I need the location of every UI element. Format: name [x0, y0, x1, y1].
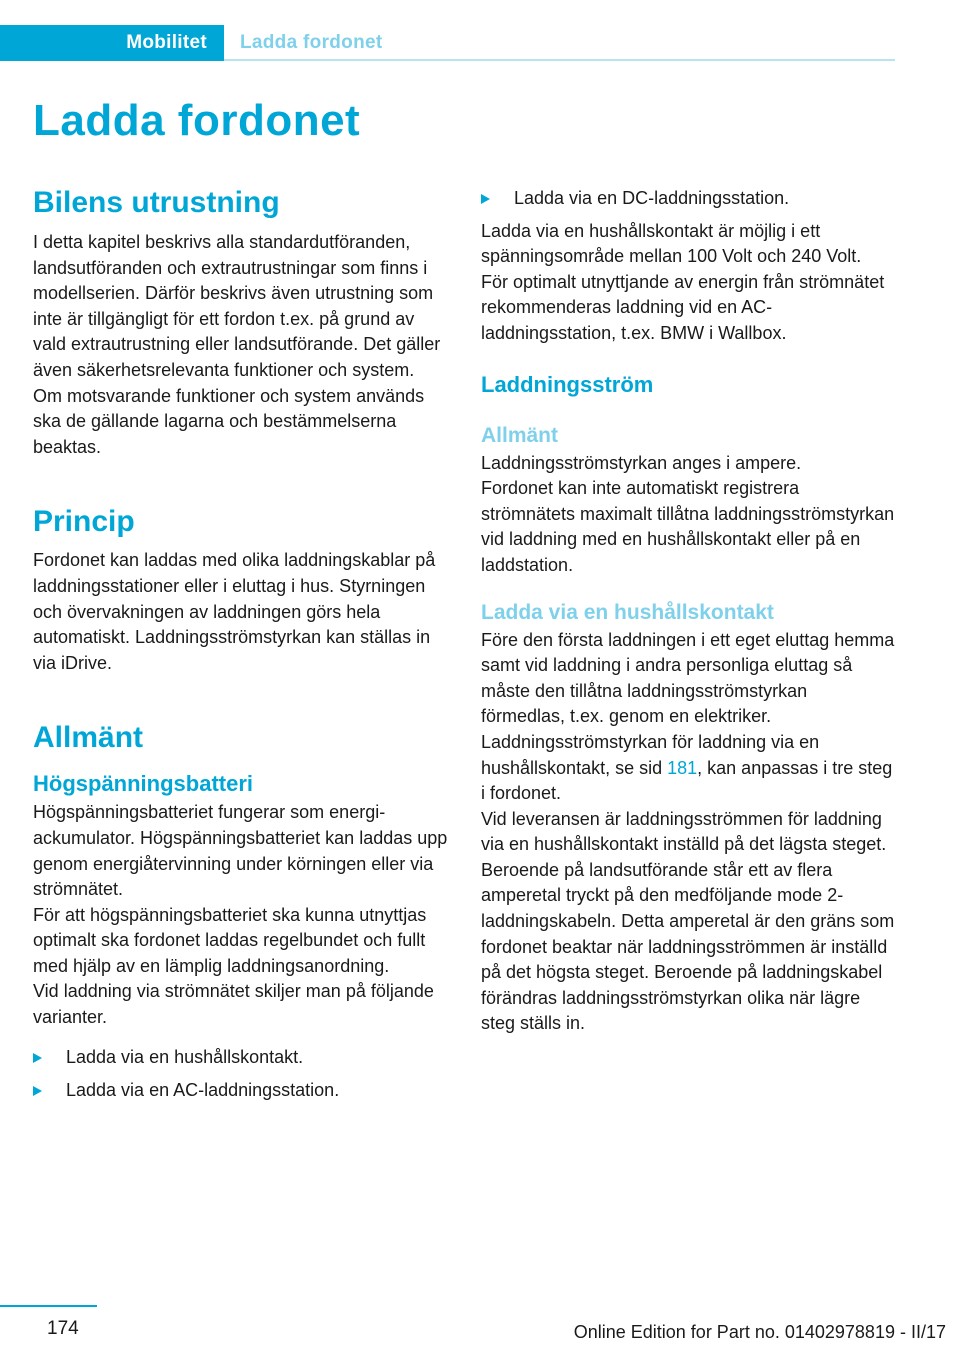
- paragraph-hushall-3: Vid leveransen är laddningsströmmen för laddning via en hushållskontakt inställd på det lägsta steget.: [481, 808, 887, 855]
- triangle-bullet-icon: [481, 194, 490, 204]
- header-divider: [224, 59, 895, 61]
- charging-variant-list-cont: [481, 186, 896, 212]
- heading-princip: Princip: [33, 505, 135, 539]
- paragraph-hv-2: För att högspänningsbatteriet ska kunna utnyttjas optimalt ska fordonet laddas regelbundet och fullt med hjälp av en lämplig laddningsanordning.: [33, 904, 427, 976]
- page-header: [0, 25, 895, 61]
- page-title: Ladda fordonet: [33, 96, 361, 145]
- left-column: [33, 185, 448, 1112]
- paragraph-hv-1: Högspänningsbatteriet fungerar som energiackumulator. Högspänningsbatteriet kan laddas upp genom energiåtervinning under körningen eller via strömnätet.: [33, 802, 448, 900]
- section-tab[interactable]: [0, 25, 224, 61]
- paragraph-optimal-charging: För optimalt utnyttjande av energin från strömnätet rekommenderas laddning vid en AC-laddningsstation, t.ex. BMW i Wallbox.: [481, 271, 885, 343]
- paragraph-allmant-1: Laddningsströmstyrkan anges i ampere.: [481, 452, 802, 473]
- triangle-bullet-icon: [33, 1053, 42, 1063]
- charging-variant-list: [33, 1045, 448, 1104]
- paragraph-allmant-2: Fordonet kan inte automatiskt registrera strömnätets maximalt tillåtna laddningsströmstyrkan vid laddning med en hushållskontakt eller på en laddstation.: [481, 478, 895, 575]
- paragraph-hushall-4: Beroende på landsutförande står ett av flera amperetal tryckt på den medföljande mode 2-laddningskabeln. Detta amperetal är den gräns som fordonet beaktar när laddningsströmmen är inställd på det högsta steget. Beroende på laddningskabel förändras laddningsströmstyrkan olika när lägre steg ställs in.: [481, 859, 895, 1034]
- right-column: [481, 185, 896, 1037]
- section-tab-label: Mobilitet: [126, 32, 207, 53]
- list-item: Ladda via en AC-laddningsstation.: [33, 1078, 448, 1104]
- paragraph-voltage-range: Ladda via en hushållskontakt är möjlig i ett spänningsområde mellan 100 Volt och 240 Volt.: [481, 220, 862, 267]
- edition-label: Online Edition for Part no. 01402978819 - II/17: [573, 1322, 946, 1342]
- heading-ladda-hushallskontakt: Ladda via en hushållskontakt: [481, 600, 774, 624]
- heading-hogspanningsbatteri: Högspänningsbatteri: [33, 771, 254, 797]
- page-reference-link[interactable]: 181: [667, 757, 698, 778]
- page-number: 174: [47, 1318, 79, 1339]
- list-item: Ladda via en hushållskontakt.: [33, 1045, 448, 1071]
- paragraph-princip: Fordonet kan laddas med olika laddningskablar på laddningsstationer eller i eluttag i hus. Styrningen och övervakningen av laddningen görs hela automatiskt. Laddningsströmstyrkan kan ställas in via iDrive.: [33, 550, 436, 673]
- paragraph-hushall-1: Före den första laddningen i ett eget eluttag hemma samt vid laddning i andra personliga eluttag så måste den tillåtna laddningsströmstyrkan förmedlas, t.ex. genom en elektriker.: [481, 629, 895, 727]
- paragraph-hushall-2: Laddningsströmstyrkan för laddning via en hushållskontakt, se sid 181, kan anpassas i tre steg i fordonet.: [481, 731, 893, 804]
- paragraph-hv-3: Vid laddning via strömnätet skiljer man på följande varianter.: [33, 981, 434, 1028]
- paragraph-bilens-utrustning: I detta kapitel beskrivs alla standardutföranden, landsutföranden och extrautrustningar som finns i modellserien. Därför beskrivs även utrustning som inte är tillgängligt för ett fordon t.ex. på grund av vald extrautrustning eller landsutförande. Det gäller även säkerhetsrelevanta funktioner och system. Om motsvarande funktioner och system används ska de gällande lagarna och bestämmelserna beaktas.: [33, 232, 441, 457]
- heading-bilens-utrustning: Bilens utrustning: [33, 186, 280, 219]
- chapter-tab-label[interactable]: Ladda fordonet: [240, 32, 383, 53]
- triangle-bullet-icon: [33, 1086, 42, 1096]
- list-item: Ladda via en DC-laddningsstation.: [481, 186, 896, 212]
- heading-laddningsstrom: Laddningsström: [481, 371, 654, 397]
- footer-divider: [0, 1305, 97, 1307]
- heading-allmant: Allmänt: [33, 721, 144, 755]
- heading-allmant-sub: Allmänt: [481, 423, 559, 447]
